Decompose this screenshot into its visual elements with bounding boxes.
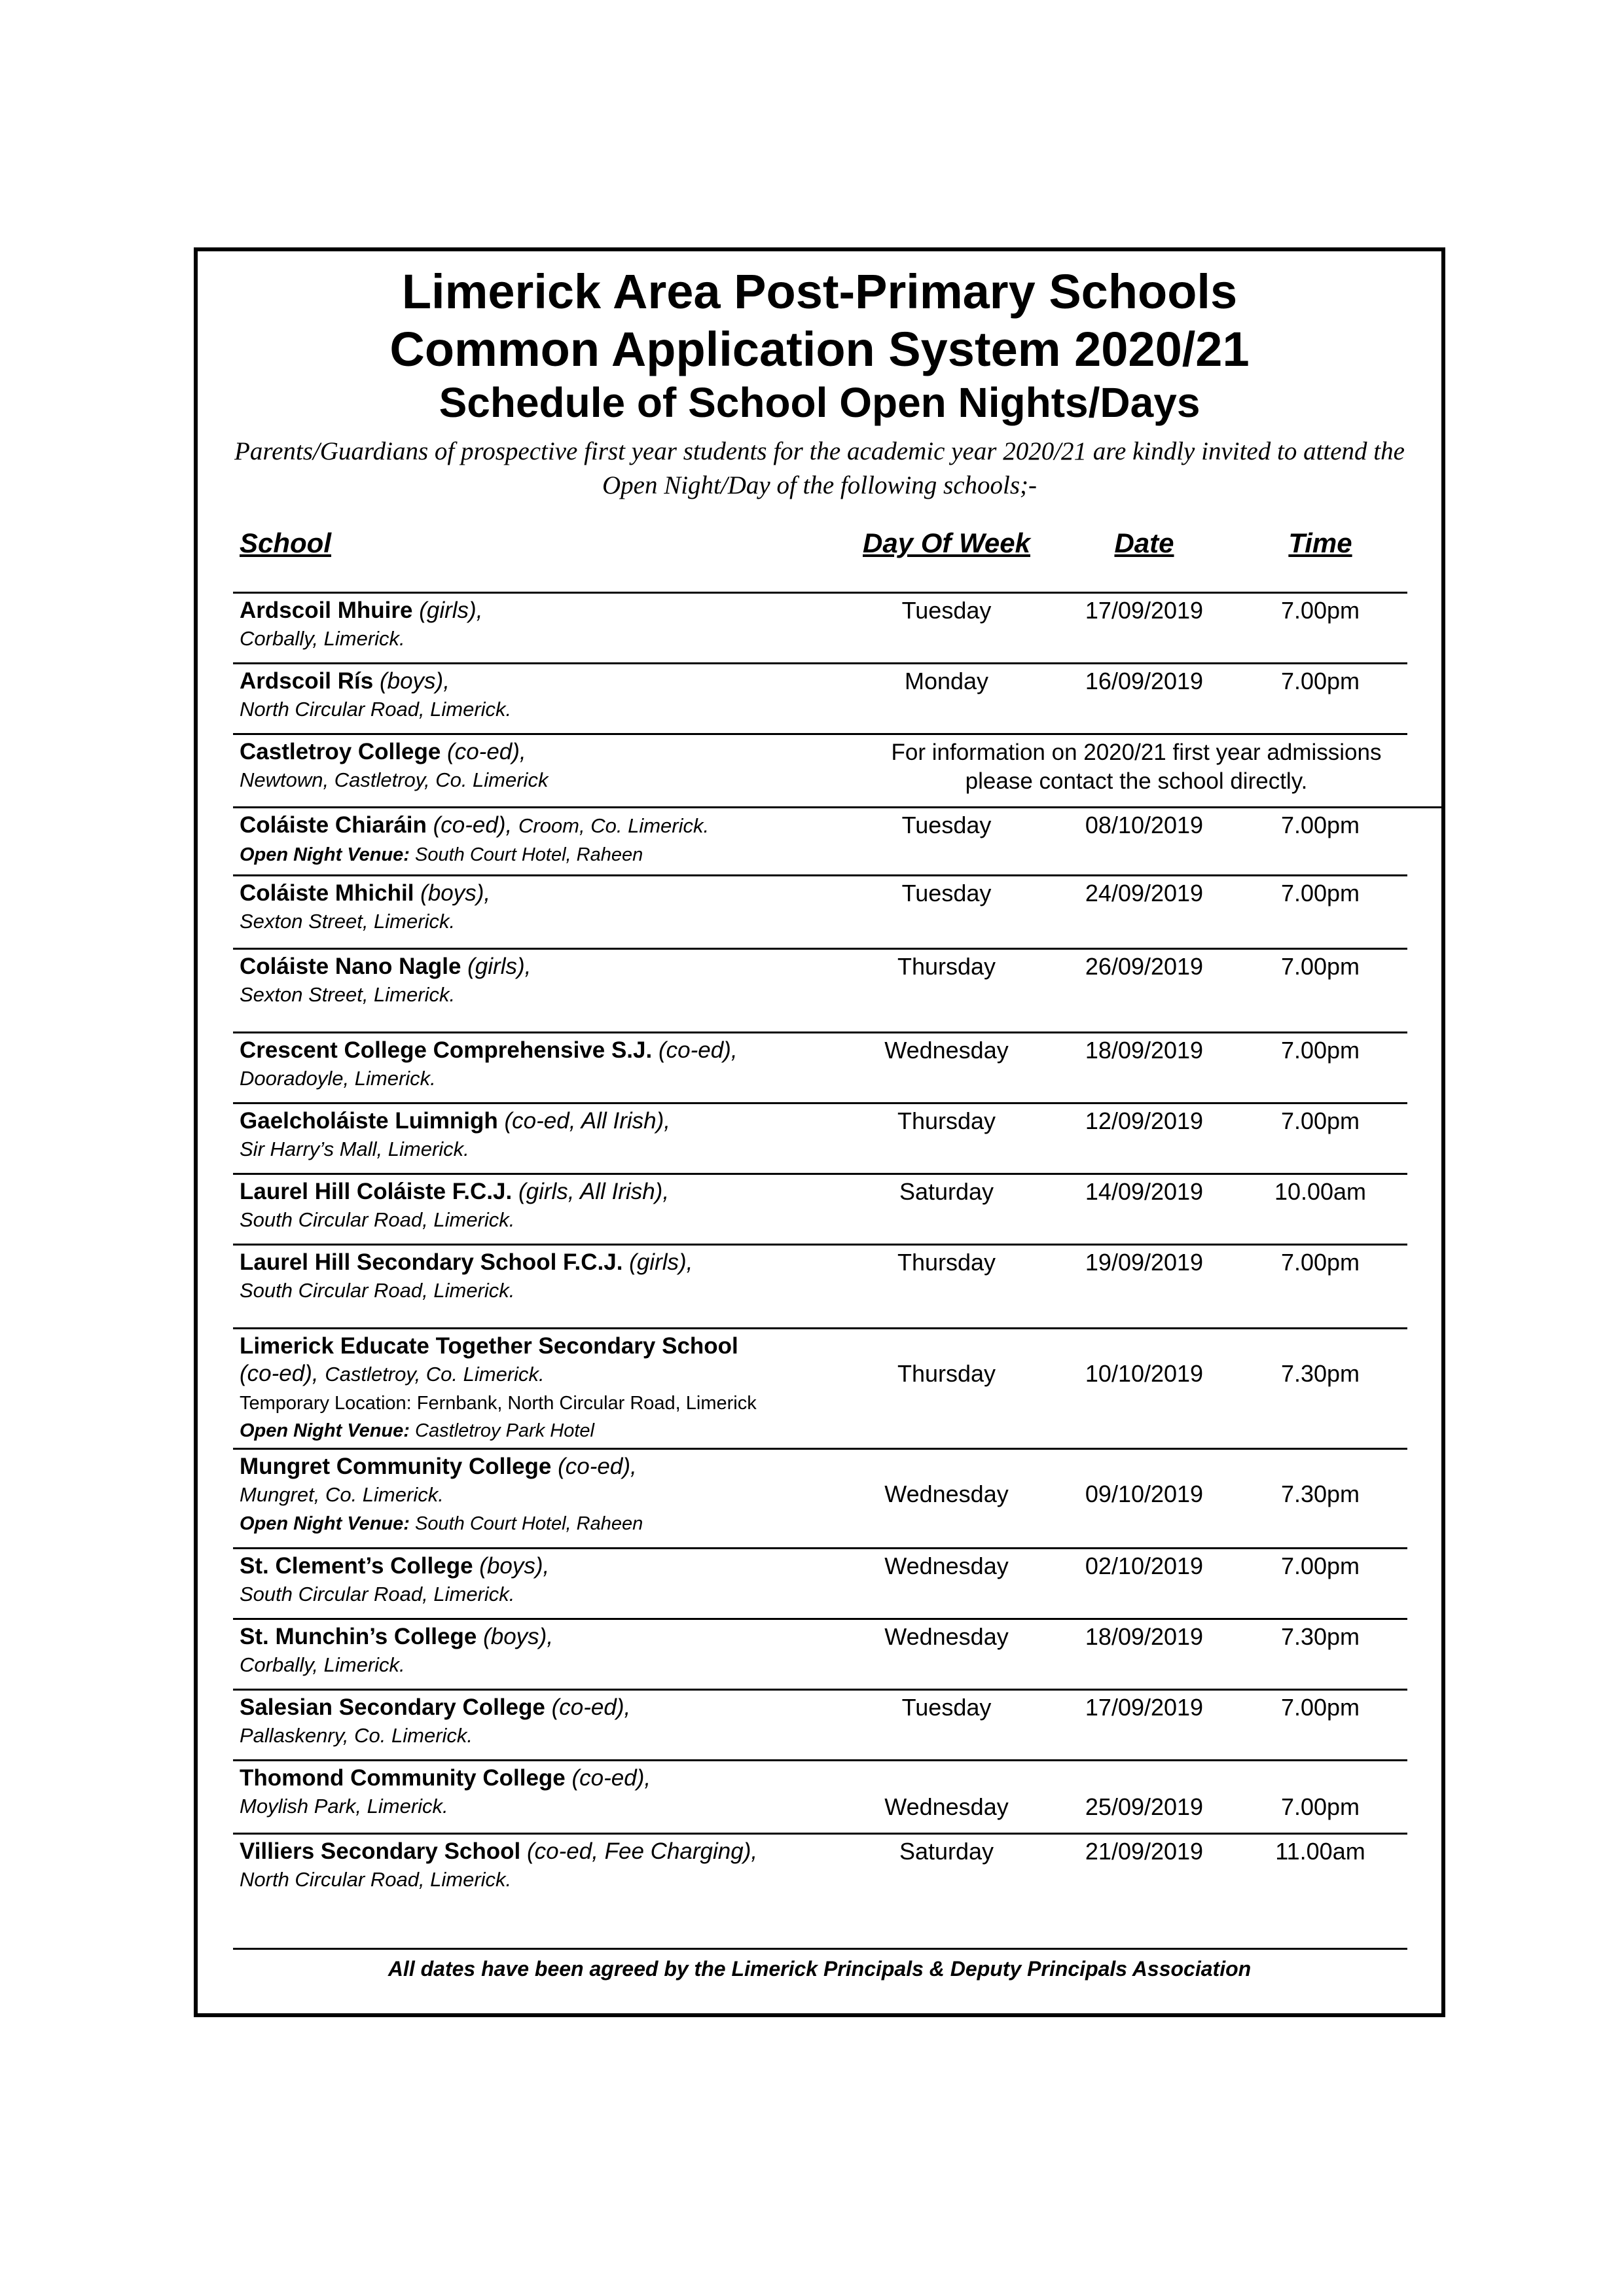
venue-name: South Court Hotel, Raheen <box>415 844 643 865</box>
schedule-frame <box>194 247 1445 2017</box>
title-line-3: Schedule of School Open Nights/Days <box>439 379 1200 426</box>
date-cell: 17/09/2019 <box>1085 597 1204 624</box>
school-cell <box>240 880 848 935</box>
day-cell: Monday <box>904 668 989 694</box>
school-name: Ardscoil Rís <box>240 668 374 694</box>
divider <box>233 1448 1407 1450</box>
date-cell: 16/09/2019 <box>1085 668 1204 694</box>
time-cell: 7.00pm <box>1280 668 1360 694</box>
venue-label: Open Night Venue: <box>240 1513 410 1534</box>
school-name: Gaelcholáiste Luimnigh <box>240 1108 498 1134</box>
school-tag: (girls), <box>629 1249 693 1275</box>
intro-text: Parents/Guardians of prospective first year students for the academic year 2020/21 are kindly invited to attend the Open Night/Day of the following schools;- <box>234 437 1405 499</box>
school-name: Ardscoil Mhuire <box>240 598 413 623</box>
day-cell: Saturday <box>899 1838 994 1865</box>
school-name: Villiers Secondary School <box>240 1839 521 1864</box>
time-cell: 10.00am <box>1274 1178 1367 1205</box>
date-cell: 26/09/2019 <box>1085 953 1204 980</box>
school-cell <box>240 1838 848 1893</box>
admissions-info-line-2: please contact the school directly. <box>965 768 1308 794</box>
day-cell: Thursday <box>897 953 996 980</box>
school-location: Dooradoyle, Limerick. <box>240 1067 436 1090</box>
school-tag: (co-ed), <box>658 1037 738 1063</box>
date-cell: 18/09/2019 <box>1085 1037 1204 1064</box>
date-cell: 12/09/2019 <box>1085 1107 1204 1134</box>
school-tag: (boys), <box>479 1553 550 1579</box>
time-cell: 7.30pm <box>1280 1360 1360 1387</box>
school-name: St. Munchin’s College <box>240 1624 477 1649</box>
school-tag: (co-ed), <box>447 739 526 764</box>
day-cell: Tuesday <box>901 1694 992 1721</box>
column-header-day: Day Of Week <box>863 528 1030 558</box>
school-name: Castletroy College <box>240 739 441 764</box>
school-cell <box>240 1333 848 1443</box>
divider <box>233 1244 1407 1246</box>
divider <box>233 874 1407 876</box>
school-name: Limerick Educate Together Secondary School <box>240 1333 738 1359</box>
venue-label: Open Night Venue: <box>240 844 410 865</box>
venue-name: South Court Hotel, Raheen <box>415 1513 643 1534</box>
divider <box>233 1031 1407 1033</box>
divider <box>233 806 1445 808</box>
school-cell <box>240 738 848 794</box>
school-name: St. Clement’s College <box>240 1553 473 1579</box>
school-location: Corbally, Limerick. <box>240 627 405 650</box>
school-cell <box>240 597 848 653</box>
school-location: North Circular Road, Limerick. <box>240 698 512 721</box>
divider <box>233 1102 1407 1104</box>
divider <box>233 733 1407 735</box>
time-cell: 7.00pm <box>1280 1552 1360 1579</box>
school-name: Crescent College Comprehensive S.J. <box>240 1037 653 1063</box>
school-cell <box>240 1178 848 1234</box>
school-name: Thomond Community College <box>240 1765 566 1791</box>
date-cell: 21/09/2019 <box>1085 1838 1204 1865</box>
school-location: Newtown, Castletroy, Co. Limerick <box>240 768 549 791</box>
school-tag: (co-ed, Fee Charging), <box>526 1839 758 1864</box>
school-name: Coláiste Chiaráin <box>240 812 427 838</box>
day-cell: Wednesday <box>884 1480 1009 1507</box>
divider <box>233 1689 1407 1691</box>
day-cell: Tuesday <box>901 880 992 906</box>
school-name: Coláiste Nano Nagle <box>240 954 461 979</box>
school-location: South Circular Road, Limerick. <box>240 1208 515 1231</box>
day-cell: Wednesday <box>884 1552 1009 1579</box>
divider <box>233 1618 1407 1620</box>
divider <box>233 1547 1407 1549</box>
school-name: Laurel Hill Secondary School F.C.J. <box>240 1249 623 1275</box>
time-cell: 7.00pm <box>1280 1107 1360 1134</box>
school-cell <box>240 1037 848 1092</box>
day-cell: Wednesday <box>884 1623 1009 1650</box>
school-tag: (girls, All Irish), <box>518 1179 670 1204</box>
date-cell: 09/10/2019 <box>1085 1480 1204 1507</box>
school-tag: (girls), <box>419 598 483 623</box>
school-location: Sexton Street, Limerick. <box>240 910 456 933</box>
school-location: Corbally, Limerick. <box>240 1653 405 1676</box>
time-cell: 7.30pm <box>1280 1623 1360 1650</box>
date-cell: 17/09/2019 <box>1085 1694 1204 1721</box>
school-cell <box>240 1107 848 1163</box>
column-header-time: Time <box>1288 528 1352 558</box>
school-location: Croom, Co. Limerick. <box>518 814 710 837</box>
school-tag: (co-ed), <box>433 812 513 838</box>
school-cell <box>240 1765 848 1820</box>
school-location: Sexton Street, Limerick. <box>240 983 456 1006</box>
time-cell: 7.00pm <box>1280 1037 1360 1064</box>
divider <box>233 1173 1407 1175</box>
day-cell: Tuesday <box>901 812 992 838</box>
divider <box>233 1759 1407 1761</box>
divider <box>233 1833 1407 1835</box>
school-cell <box>240 1694 848 1749</box>
day-cell: Thursday <box>897 1107 996 1134</box>
divider <box>233 592 1407 594</box>
school-tag: (boys), <box>420 880 491 906</box>
time-cell: 7.00pm <box>1280 953 1360 980</box>
school-location: South Circular Road, Limerick. <box>240 1583 515 1605</box>
date-cell: 25/09/2019 <box>1085 1793 1204 1820</box>
column-header-school: School <box>240 528 332 558</box>
day-cell: Wednesday <box>884 1793 1009 1820</box>
admissions-info-line-1: For information on 2020/21 first year admissions <box>891 740 1382 765</box>
date-cell: 08/10/2019 <box>1085 812 1204 838</box>
divider <box>233 662 1407 664</box>
school-tag: (co-ed), <box>558 1454 637 1479</box>
day-cell: Thursday <box>897 1249 996 1276</box>
school-cell <box>240 1249 848 1304</box>
school-location: Moylish Park, Limerick. <box>240 1795 448 1818</box>
open-night-venue <box>240 844 643 865</box>
temporary-location: Temporary Location: Fernbank, North Circular Road, Limerick <box>240 1393 757 1414</box>
school-location: North Circular Road, Limerick. <box>240 1868 512 1891</box>
time-cell: 11.00am <box>1275 1838 1365 1865</box>
school-name: Mungret Community College <box>240 1454 552 1479</box>
date-cell: 18/09/2019 <box>1085 1623 1204 1650</box>
school-tag: (co-ed), <box>551 1695 631 1720</box>
admissions-info <box>835 738 1437 796</box>
date-cell: 19/09/2019 <box>1085 1249 1204 1276</box>
divider <box>233 1948 1407 1950</box>
time-cell: 7.00pm <box>1280 1793 1360 1820</box>
time-cell: 7.00pm <box>1280 1249 1360 1276</box>
school-tag: (boys), <box>379 668 450 694</box>
school-tag: (co-ed), <box>571 1765 651 1791</box>
column-header-date: Date <box>1114 528 1174 558</box>
divider <box>233 1327 1407 1329</box>
open-night-venue <box>240 1513 643 1534</box>
school-name: Laurel Hill Coláiste F.C.J. <box>240 1179 513 1204</box>
day-cell: Thursday <box>897 1360 996 1387</box>
school-cell <box>240 1552 848 1608</box>
divider <box>233 948 1407 950</box>
time-cell: 7.00pm <box>1280 880 1360 906</box>
school-location: Mungret, Co. Limerick. <box>240 1483 444 1506</box>
school-location: South Circular Road, Limerick. <box>240 1279 515 1302</box>
title-line-2: Common Application System 2020/21 <box>389 322 1250 376</box>
school-name: Coláiste Mhichil <box>240 880 414 906</box>
school-tag: (girls), <box>467 954 532 979</box>
date-cell: 02/10/2019 <box>1085 1552 1204 1579</box>
day-cell: Wednesday <box>884 1037 1009 1064</box>
date-cell: 14/09/2019 <box>1085 1178 1204 1205</box>
school-cell <box>240 1623 848 1679</box>
day-cell: Tuesday <box>901 597 992 624</box>
school-cell <box>240 1453 848 1536</box>
school-cell <box>240 812 848 867</box>
time-cell: 7.00pm <box>1280 1694 1360 1721</box>
school-location: Castletroy, Co. Limerick. <box>325 1363 545 1386</box>
day-cell: Saturday <box>899 1178 994 1205</box>
school-tag: (co-ed, All Irish), <box>504 1108 671 1134</box>
venue-name: Castletroy Park Hotel <box>415 1420 594 1441</box>
time-cell: 7.00pm <box>1280 812 1360 838</box>
date-cell: 24/09/2019 <box>1085 880 1204 906</box>
school-cell <box>240 668 848 723</box>
date-cell: 10/10/2019 <box>1085 1360 1204 1387</box>
time-cell: 7.00pm <box>1280 597 1360 624</box>
time-cell: 7.30pm <box>1280 1480 1360 1507</box>
school-location: Pallaskenry, Co. Limerick. <box>240 1724 473 1747</box>
school-location: Sir Harry’s Mall, Limerick. <box>240 1138 469 1160</box>
footer-note: All dates have been agreed by the Limerick Principals & Deputy Principals Association <box>388 1957 1252 1981</box>
venue-label: Open Night Venue: <box>240 1420 410 1441</box>
open-night-venue <box>240 1420 594 1441</box>
title-line-1: Limerick Area Post-Primary Schools <box>401 264 1238 319</box>
school-tag: (co-ed), <box>240 1361 319 1386</box>
school-name: Salesian Secondary College <box>240 1695 545 1720</box>
school-cell <box>240 953 848 1009</box>
school-tag: (boys), <box>483 1624 554 1649</box>
